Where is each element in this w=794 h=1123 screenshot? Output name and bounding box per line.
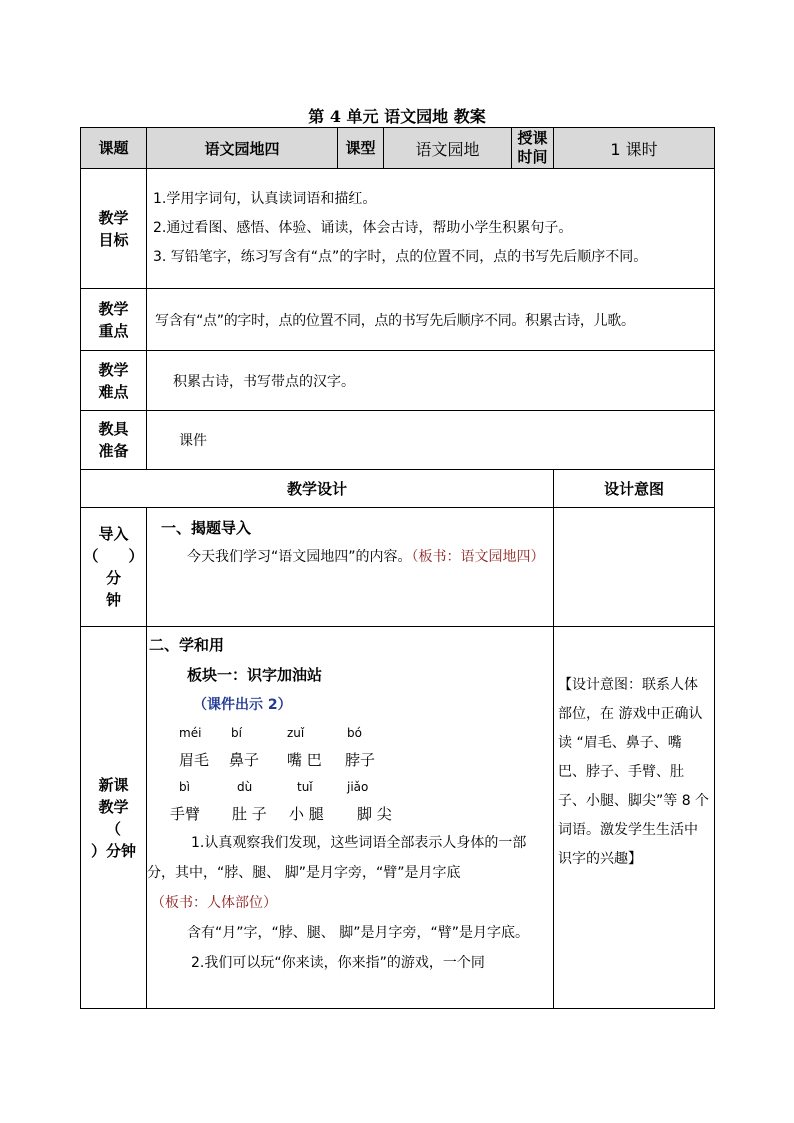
difficulties-label-line-2: 难点 (98, 382, 129, 401)
new-lesson-label (81, 627, 147, 1009)
topic-value: 语文园地四 (147, 128, 338, 169)
intro-heading: 一、揭题导入 (161, 519, 252, 537)
pinyin: bì (179, 780, 190, 794)
pinyin-row-2 (147, 774, 551, 800)
key-points-label-line-1: 教学 (98, 299, 129, 318)
intent-header: 设计意图 (554, 470, 715, 508)
key-points-text: 写含有“点”的字时，点的位置不同，点的书写先后顺序不同。积累古诗，儿歌。 (147, 289, 715, 351)
vocab-word: 脚 尖 (357, 805, 392, 823)
word-row-1 (147, 746, 551, 774)
header-row (81, 128, 715, 169)
new-lesson-heading: 二、学和用 (149, 636, 225, 654)
vocab-word: 鼻子 (229, 751, 260, 769)
key-points-row (81, 289, 715, 351)
materials-text: 课件 (147, 411, 715, 470)
objective-item: 2.通过看图、感悟、体验、诵读，体会古诗，帮助小学生积累句子。 (153, 220, 573, 236)
vocab-word: 小 腿 (289, 805, 324, 823)
intro-label-line-3: 钟 (105, 591, 121, 609)
objectives-label-line-1: 教学 (98, 208, 129, 227)
time-label-line-2: 时间 (517, 148, 548, 166)
key-points-label-line-2: 重点 (98, 321, 129, 340)
courseware-note: （课件出示 2） (193, 697, 292, 713)
new-lesson-intent: 【设计意图：联系人体部位，在 游戏中正确认读 “眉毛、鼻子、嘴 巴、脖子、手臂、肚子、小腿、脚尖”等 8 个词语。激发学生生活中识字的兴趣】 (554, 627, 715, 1009)
vocab-word: 手臂 (170, 805, 201, 823)
new-lesson-content (147, 627, 554, 1009)
materials-label-line-1: 教具 (98, 420, 129, 438)
intro-label-line-2: （ ）分 (83, 547, 144, 587)
lesson-paragraph: 2.我们可以玩“你来读，你来指”的游戏，一个同 (191, 955, 485, 971)
lesson-paragraph: 1.认真观察我们发现，这些词语全部表示人身体的一部分，其中，“脖、腿、 脚”是月字旁，“臂”是月字底 (147, 835, 527, 881)
materials-row (81, 411, 715, 470)
page-title: 第 4 单元 语文园地 教案 (308, 107, 486, 126)
intro-content (147, 508, 554, 627)
difficulties-label-line-1: 教学 (98, 360, 129, 379)
board-note: （板书：人体部位） (151, 895, 277, 911)
intro-text: 今天我们学习“语文园地四”的内容。 (187, 549, 412, 565)
time-label-line-1: 授课 (517, 129, 548, 147)
pinyin-row-1 (147, 720, 551, 746)
intro-row (81, 508, 715, 627)
pinyin: bó (347, 726, 362, 740)
vocab-word: 嘴 巴 (287, 751, 322, 769)
difficulties-row (81, 351, 715, 411)
materials-label-line-2: 准备 (98, 442, 129, 460)
new-lesson-label-line-3: （ (105, 819, 121, 838)
new-lesson-label-line-1: 新课 (98, 775, 129, 794)
difficulties-text: 积累古诗，书写带点的汉字。 (147, 351, 715, 411)
topic-label: 课题 (81, 128, 147, 169)
intro-board-note: （板书：语文园地四） (411, 549, 545, 565)
pinyin: zuǐ (287, 726, 305, 740)
materials-label (81, 411, 147, 470)
vocab-word: 眉毛 (179, 751, 210, 769)
pinyin: dù (237, 780, 253, 794)
block-title: 板块一：识字加油站 (187, 666, 323, 684)
pinyin: jiǎo (347, 780, 369, 794)
difficulties-label (81, 351, 147, 411)
time-label (512, 128, 554, 169)
objective-item: 3. 写铅笔字，练习写含有“点”的字时，点的位置不同，点的书写先后顺序不同。 (153, 249, 648, 265)
intro-label (81, 508, 147, 627)
type-label: 课型 (338, 128, 384, 169)
design-header: 教学设计 (81, 470, 554, 508)
time-value: 1 课时 (554, 128, 715, 169)
new-lesson-label-line-2: 教学 (98, 797, 129, 816)
objectives-label (81, 169, 147, 289)
new-lesson-label-line-4: ）分钟 (90, 841, 136, 860)
vocab-word: 脖子 (345, 751, 376, 769)
pinyin: méi (179, 726, 202, 740)
objectives-content (147, 169, 715, 289)
lesson-plan-table (80, 127, 715, 1009)
intro-intent (554, 508, 715, 627)
objective-item: 1.学用字词句，认真读词语和描红。 (153, 191, 377, 207)
intro-paragraph (147, 543, 551, 572)
objectives-label-line-2: 目标 (98, 230, 129, 249)
lesson-paragraph: 含有“月”字，“脖、腿、 脚”是月字旁，“臂”是月字底。 (187, 925, 529, 941)
pinyin: tuǐ (297, 780, 313, 794)
objectives-row (81, 169, 715, 289)
pinyin: bí (231, 726, 242, 740)
intro-label-line-1: 导入 (98, 525, 129, 543)
design-header-row (81, 470, 715, 508)
key-points-label (81, 289, 147, 351)
vocab-word: 肚 子 (232, 805, 267, 823)
type-value: 语文园地 (384, 128, 512, 169)
new-lesson-row (81, 627, 715, 1009)
word-row-2 (147, 800, 551, 828)
